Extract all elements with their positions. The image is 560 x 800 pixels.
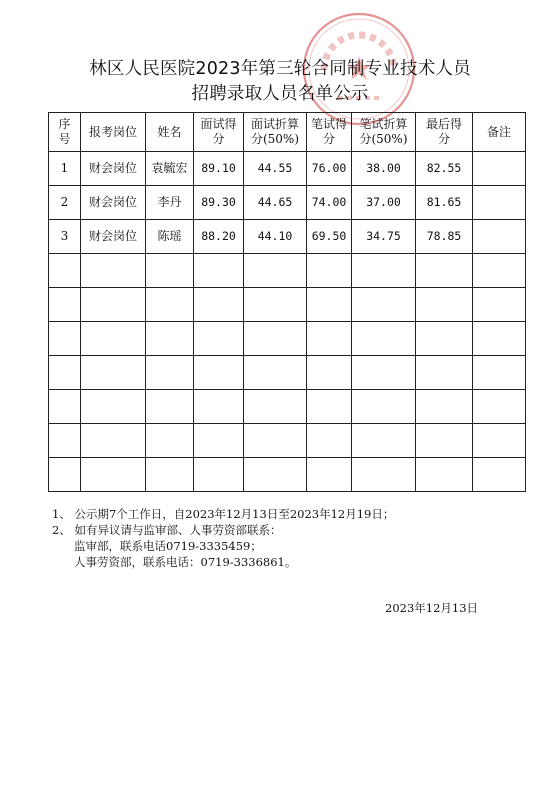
empty-cell xyxy=(352,254,416,288)
empty-cell xyxy=(244,356,307,390)
empty-cell xyxy=(81,424,146,458)
empty-cell xyxy=(473,458,526,492)
empty-cell xyxy=(244,254,307,288)
cell-interview-50: 44.10 xyxy=(244,220,307,254)
empty-cell xyxy=(194,424,244,458)
empty-cell xyxy=(473,356,526,390)
empty-cell xyxy=(416,254,473,288)
empty-cell xyxy=(473,322,526,356)
cell-name: 李丹 xyxy=(146,186,194,220)
cell-no: 1 xyxy=(49,152,81,186)
cell-written-50: 34.75 xyxy=(352,220,416,254)
empty-cell xyxy=(416,424,473,458)
column-header: 笔试折算 分(50%) xyxy=(352,113,416,152)
note-line-1: 1、 公示期7个工作日，自2023年12月13日至2023年12月19日； xyxy=(52,507,395,521)
title-line-1: 林区人民医院2023年第三轮合同制专业技术人员 xyxy=(89,59,471,79)
empty-table-row xyxy=(49,254,526,288)
empty-cell xyxy=(352,322,416,356)
column-header: 面试折算 分(50%) xyxy=(244,113,307,152)
empty-table-row xyxy=(49,322,526,356)
empty-cell xyxy=(194,254,244,288)
cell-remark xyxy=(473,220,526,254)
cell-interview: 89.30 xyxy=(194,186,244,220)
column-header: 报考岗位 xyxy=(81,113,146,152)
cell-final: 78.85 xyxy=(416,220,473,254)
empty-cell xyxy=(244,288,307,322)
empty-cell xyxy=(49,424,81,458)
cell-no: 3 xyxy=(49,220,81,254)
column-header: 笔试得 分 xyxy=(307,113,352,152)
cell-post: 财会岗位 xyxy=(81,152,146,186)
table-row xyxy=(49,186,526,220)
results-table xyxy=(48,112,526,492)
empty-cell xyxy=(194,390,244,424)
empty-cell xyxy=(416,356,473,390)
empty-cell xyxy=(49,356,81,390)
empty-cell xyxy=(49,322,81,356)
column-header: 备注 xyxy=(473,113,526,152)
column-header: 面试得 分 xyxy=(194,113,244,152)
empty-cell xyxy=(352,390,416,424)
cell-written: 69.50 xyxy=(307,220,352,254)
table-row xyxy=(49,220,526,254)
cell-interview-50: 44.55 xyxy=(244,152,307,186)
cell-interview: 88.20 xyxy=(194,220,244,254)
empty-cell xyxy=(307,288,352,322)
empty-table-row xyxy=(49,356,526,390)
cell-remark xyxy=(473,186,526,220)
empty-cell xyxy=(81,356,146,390)
cell-interview-50: 44.65 xyxy=(244,186,307,220)
cell-post: 财会岗位 xyxy=(81,220,146,254)
empty-cell xyxy=(146,458,194,492)
empty-cell xyxy=(81,322,146,356)
table-row xyxy=(49,152,526,186)
document-title xyxy=(0,57,560,107)
cell-final: 81.65 xyxy=(416,186,473,220)
cell-final: 82.55 xyxy=(416,152,473,186)
empty-cell xyxy=(49,254,81,288)
empty-cell xyxy=(473,288,526,322)
empty-cell xyxy=(244,424,307,458)
empty-cell xyxy=(416,458,473,492)
cell-written-50: 37.00 xyxy=(352,186,416,220)
empty-cell xyxy=(81,390,146,424)
empty-cell xyxy=(194,322,244,356)
column-header: 序 号 xyxy=(49,113,81,152)
empty-cell xyxy=(81,458,146,492)
table-body xyxy=(49,152,526,492)
note-line-3: 监审部，联系电话0719-3335459； xyxy=(74,539,262,553)
empty-table-row xyxy=(49,458,526,492)
cell-written: 76.00 xyxy=(307,152,352,186)
cell-written: 74.00 xyxy=(307,186,352,220)
empty-cell xyxy=(146,254,194,288)
empty-cell xyxy=(473,424,526,458)
issue-date: 2023年12月13日 xyxy=(385,601,479,615)
note-line-4: 人事劳资部，联系电话：0719-3336861。 xyxy=(74,555,297,569)
empty-table-row xyxy=(49,288,526,322)
empty-cell xyxy=(416,288,473,322)
empty-cell xyxy=(146,390,194,424)
empty-cell xyxy=(81,288,146,322)
empty-cell xyxy=(146,424,194,458)
empty-cell xyxy=(416,390,473,424)
empty-cell xyxy=(146,288,194,322)
empty-cell xyxy=(416,322,473,356)
notes-section xyxy=(52,506,522,570)
empty-cell xyxy=(307,356,352,390)
empty-cell xyxy=(244,390,307,424)
empty-cell xyxy=(244,322,307,356)
empty-cell xyxy=(146,356,194,390)
empty-cell xyxy=(307,254,352,288)
empty-cell xyxy=(49,458,81,492)
empty-cell xyxy=(81,254,146,288)
empty-cell xyxy=(352,288,416,322)
cell-interview: 89.10 xyxy=(194,152,244,186)
empty-cell xyxy=(307,458,352,492)
table-header-row xyxy=(49,113,526,152)
cell-name: 袁毓宏 xyxy=(146,152,194,186)
empty-cell xyxy=(244,458,307,492)
title-line-2: 招聘录取人员名单公示 xyxy=(191,84,369,104)
empty-cell xyxy=(307,424,352,458)
empty-cell xyxy=(352,424,416,458)
cell-no: 2 xyxy=(49,186,81,220)
empty-cell xyxy=(194,458,244,492)
note-line-2: 2、 如有异议请与监审部、人事劳资部联系： xyxy=(52,523,282,537)
empty-cell xyxy=(49,288,81,322)
empty-cell xyxy=(352,356,416,390)
empty-cell xyxy=(194,356,244,390)
cell-written-50: 38.00 xyxy=(352,152,416,186)
cell-name: 陈瑶 xyxy=(146,220,194,254)
empty-cell xyxy=(473,254,526,288)
empty-cell xyxy=(307,390,352,424)
empty-cell xyxy=(49,390,81,424)
empty-cell xyxy=(307,322,352,356)
empty-cell xyxy=(473,390,526,424)
empty-cell xyxy=(146,322,194,356)
empty-cell xyxy=(194,288,244,322)
empty-cell xyxy=(352,458,416,492)
empty-table-row xyxy=(49,390,526,424)
cell-post: 财会岗位 xyxy=(81,186,146,220)
cell-remark xyxy=(473,152,526,186)
column-header: 最后得 分 xyxy=(416,113,473,152)
empty-table-row xyxy=(49,424,526,458)
column-header: 姓名 xyxy=(146,113,194,152)
